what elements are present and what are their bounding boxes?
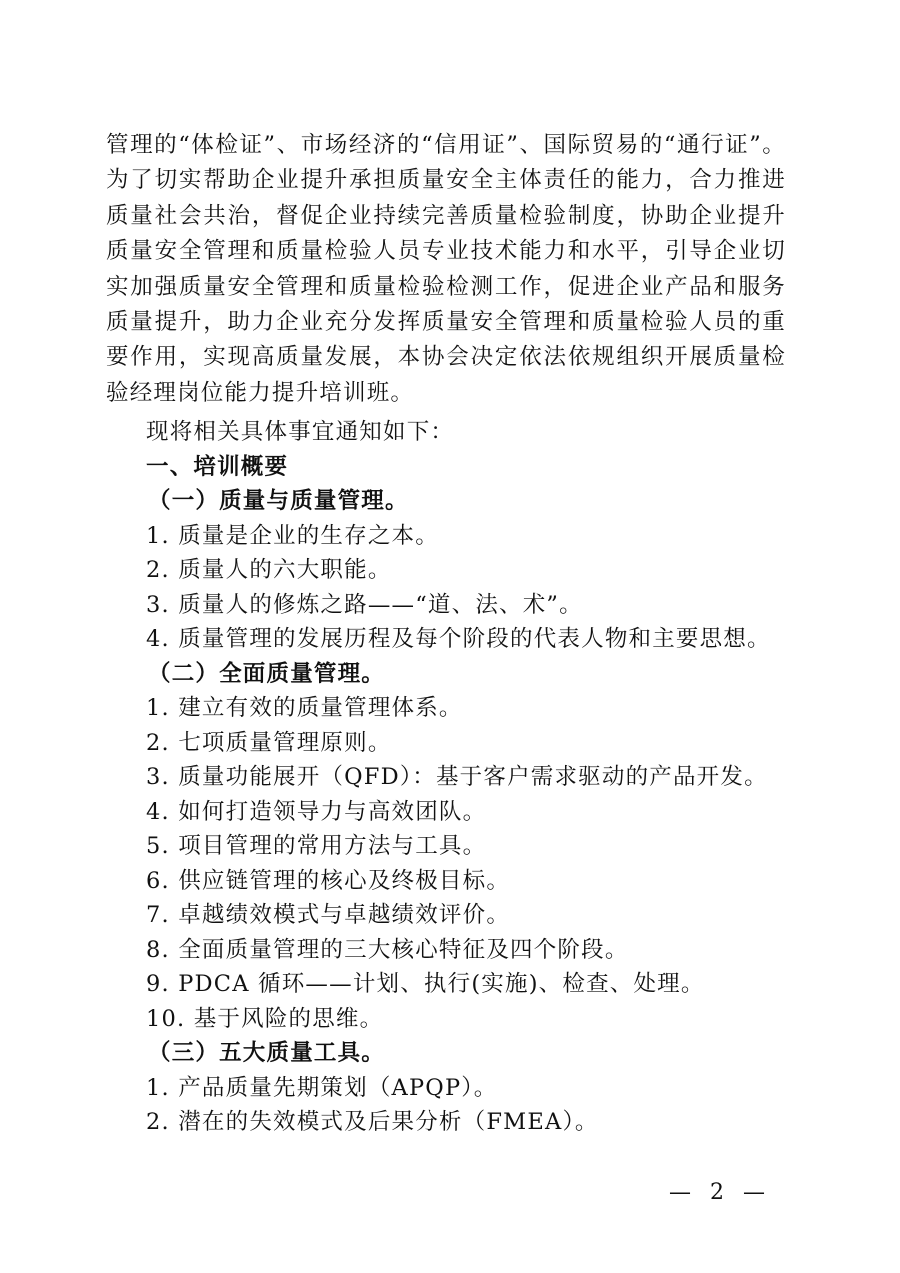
intro-paragraph: 管理的“体检证”、市场经济的“信用证”、国际贸易的“通行证”。为了切实帮助企业提升承担质量安全主体责任的能力，合力推进质量社会共治，督促企业持续完善质量检验制度，协助企业提升质量安全管理和质量检验人员专业技术能力和水平，引导企业切实加强质量安全管理和质量检验检测工作，促进企业产品和服务质量提升，助力企业充分发挥质量安全管理和质量检验人员的重要作用，实现高质量发展，本协会决定依法依规组织开展质量检验经理岗位能力提升培训班。	[106, 132, 786, 406]
subsection-title: （一）质量与质量管理。	[148, 488, 409, 514]
list-item: 1. 建立有效的质量管理体系。	[146, 695, 463, 721]
list-item: 9. PDCA 循环——计划、执行(实施)、检查、处理。	[146, 971, 705, 997]
list-item: 2. 质量人的六大职能。	[146, 557, 392, 583]
list-item: 2. 七项质量管理原则。	[146, 730, 392, 756]
page-number: — 2 —	[669, 1180, 771, 1205]
list-item: 3. 质量功能展开（QFD）：基于客户需求驱动的产品开发。	[146, 764, 768, 790]
list-item: 4. 如何打造领导力与高效团队。	[146, 799, 487, 825]
list-item: 2. 潜在的失效模式及后果分析（FMEA）。	[146, 1109, 599, 1135]
list-item: 1. 质量是企业的生存之本。	[146, 523, 439, 549]
list-item: 7. 卓越绩效模式与卓越绩效评价。	[146, 902, 511, 928]
list-item: 4. 质量管理的发展历程及每个阶段的代表人物和主要思想。	[146, 626, 771, 652]
list-item: 1. 产品质量先期策划（APQP）。	[146, 1075, 498, 1101]
notice-line: 现将相关具体事宜通知如下：	[146, 419, 455, 445]
list-item: 5. 项目管理的常用方法与工具。	[146, 833, 487, 859]
list-item: 8. 全面质量管理的三大核心特征及四个阶段。	[146, 937, 629, 963]
list-item: 3. 质量人的修炼之路——“道、法、术”。	[146, 592, 583, 618]
section-heading: 一、培训概要	[146, 454, 289, 480]
list-item: 6. 供应链管理的核心及终极目标。	[146, 868, 511, 894]
subsection-title: （三）五大质量工具。	[148, 1040, 386, 1066]
subsection-title: （二）全面质量管理。	[148, 661, 386, 687]
list-item: 10. 基于风险的思维。	[146, 1006, 384, 1032]
